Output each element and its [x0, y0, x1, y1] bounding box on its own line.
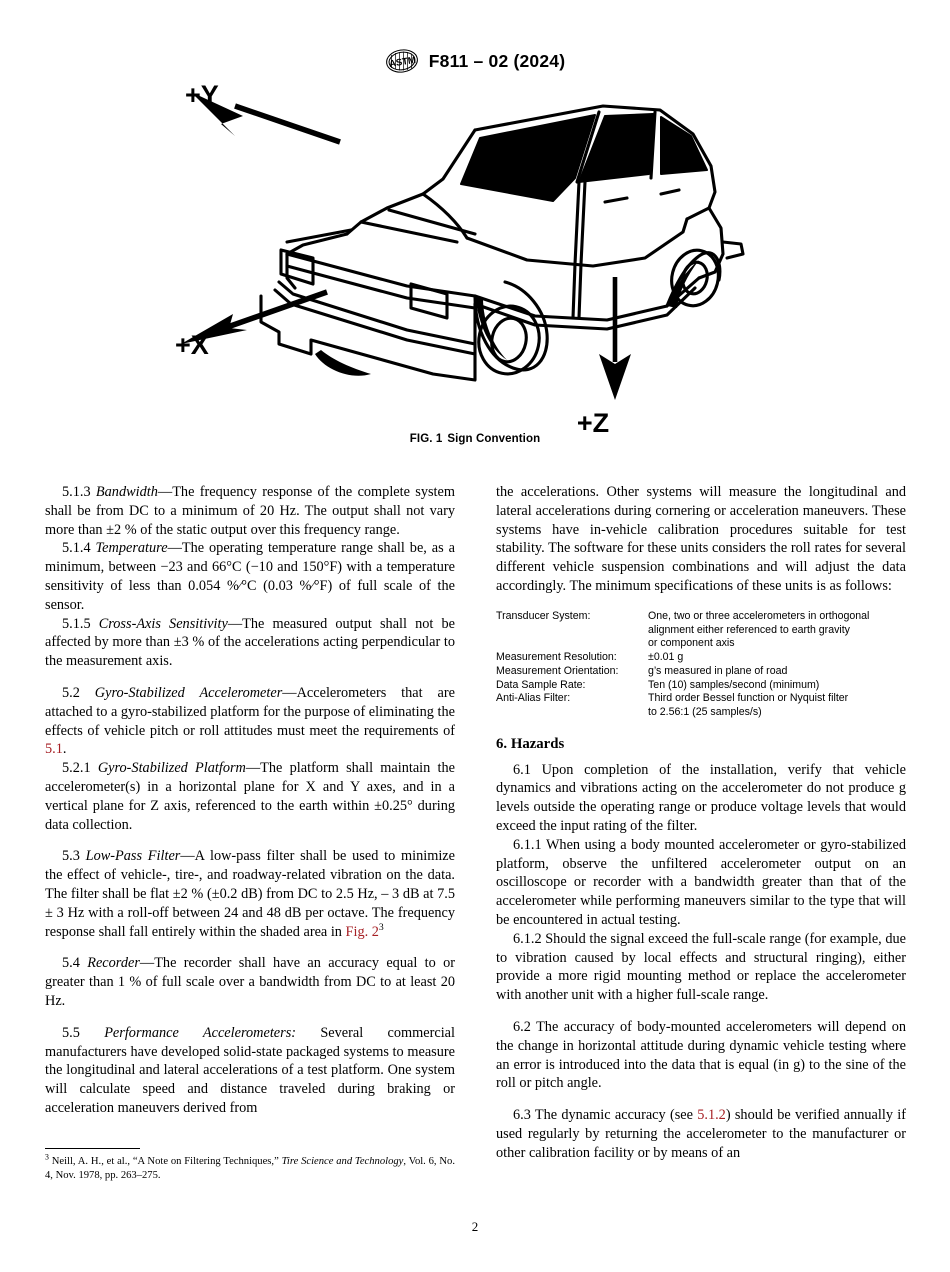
section-number: 6. [496, 735, 508, 752]
cross-reference-link-5-1-2[interactable]: 5.1.2 [697, 1107, 726, 1124]
paragraph-5-2 [45, 684, 455, 759]
paragraph-number: 5.1.3 [62, 484, 91, 500]
paragraph-5-4 [45, 954, 455, 1010]
paragraph-5-1-3 [45, 483, 455, 539]
spec-value-line: One, two or three accelerometers in orthogonal [648, 609, 870, 622]
paragraph-6-2 [496, 1018, 906, 1093]
table-row [496, 692, 906, 720]
paragraph-text-after: ) should be verified annually if used regularly by returning the accelerometer to the manufacturer or other calibration facility or by means of an [496, 1107, 906, 1161]
sign-convention-illustration [175, 82, 775, 432]
paragraph-number: 5.4 [62, 955, 80, 972]
paragraph-number: 6.1.2 [513, 930, 542, 947]
paragraph-number: 5.1.5 [62, 615, 91, 632]
paragraph-number: 5.1.4 [62, 540, 91, 557]
paragraph-text: —The frequency response of the complete system shall be from DC to a minimum of 20 Hz. The output shall not vary more than ±2 % of the static output over this frequency range. [45, 484, 455, 538]
spec-value-line: alignment either referenced to earth gravity [648, 623, 850, 636]
footnote-divider [45, 1148, 140, 1149]
paragraph-text: —A low-pass filter shall be used to minimize the effect of vehicle-, tire-, and roadway-related vibration on the data. The filter shall be flat ±2 % (±0.2 dB) from DC to 2.5 Hz, – 3 dB at 7.5 ± 3 Hz with a roll-off between 24 and 48 dB per octave. The frequency response shall fall entirely within the shaded area in [45, 848, 455, 940]
axis-label-y: +Y [185, 82, 219, 110]
spec-value-line: or component axis [648, 637, 735, 650]
paragraph-6-1-1 [496, 836, 906, 930]
minimum-specifications-table [496, 610, 906, 720]
paragraph-term: Recorder [87, 955, 140, 972]
paragraph-6-1 [496, 761, 906, 836]
body-columns [45, 483, 907, 1203]
left-column [45, 483, 455, 1203]
paragraph-number: 6.3 [513, 1107, 531, 1124]
paragraph-text: —The measured output shall not be affected by more than ±3 % of the accelerations acting perpendicular to the measurement axis. [45, 615, 455, 670]
paragraph-text: Several commercial manufacturers have developed solid-state packaged systems to measure the longitudinal and lateral accelerations of a test platform. One system will calculate speed and distance traveled during braking or acceleration maneuvers derived from [45, 1024, 455, 1116]
spec-value [648, 692, 906, 720]
cross-reference-link-fig-2[interactable]: Fig. 2 [345, 923, 379, 940]
paragraph-text: —The recorder shall have an accuracy equal to or greater than 1 % of full scale over a bandwidth from DC to at least 20 Hz. [45, 955, 455, 1009]
paragraph-number: 6.1.1 [513, 836, 542, 853]
paragraph-term: Gyro-Stabilized Accelerometer [94, 684, 283, 701]
paragraph-5-3 [45, 847, 455, 941]
paragraph-term: Cross-Axis Sensitivity [98, 615, 228, 632]
paragraph-number: 6.1 [513, 761, 531, 778]
spec-key: Measurement Resolution: [496, 651, 617, 664]
paragraph-text: The dynamic accuracy (see [534, 1107, 698, 1124]
paragraph-term: Performance Accelerometers: [104, 1024, 297, 1041]
footnote-text-before: Neill, A. H., et al., “A Note on Filtering Techniques,” [48, 1156, 282, 1167]
spec-value-line: ±0.01 g [648, 651, 684, 664]
figure-caption-number: FIG. 1 [409, 433, 443, 445]
paragraph-term: Low-Pass Filter [85, 848, 181, 865]
footnote-journal-title: Tire Science and Technology [281, 1156, 404, 1167]
figure-1-block [0, 82, 950, 445]
section-title: Hazards [510, 735, 565, 752]
paragraph-5-1-4 [45, 539, 455, 614]
table-row [496, 610, 906, 651]
paragraph-text: Upon completion of the installation, verify that vehicle dynamics and vibrations acting on the accelerometer do not produce g levels outside the operating range or produce voltage levels that would exceed the input rating of the filter. [496, 761, 906, 835]
paragraph-text: When using a body mounted accelerometer or gyro-stabilized platform, observe the unfiltered accelerometer output on an oscilloscope or recorder with a bandwidth greater than that of the accelerometer while performing maneuvers similar to the type that will be encountered in actual testing. [496, 836, 906, 929]
paragraph-text: —The operating temperature range shall be, as a minimum, between −23 and 66°C (−10 and 150°F) with a temperature sensitivity of less than 0.054 %⁄°C (0.03 %⁄°F) of full scale of the sensor. [45, 540, 456, 613]
footnote-block [45, 1148, 455, 1184]
spec-table-body [496, 610, 906, 720]
footnote-marker-3: 3 [378, 921, 384, 933]
axis-label-z: +Z [576, 408, 610, 432]
paragraph-5-5-continued: the accelerations. Other systems will measure the longitudinal and lateral accelerations during cornering or acceleration maneuvers. These systems have in-vehicle calibration procedures suitable for test stability. The software for these units considers the roll rates for several different vehicle suspension combinations and will adjust the data accordingly. The minimum specifications of these units is as follows: [496, 484, 906, 594]
paragraph-5-1-5 [45, 615, 455, 671]
paragraph-6-3 [496, 1106, 906, 1162]
table-row [496, 679, 906, 693]
paragraph-term: Temperature [95, 540, 168, 557]
footnote-text-after: , Vol. 6, No. 4, Nov. 1978, pp. 263–275. [45, 1156, 455, 1182]
paragraph-text: Should the signal exceed the full-scale range (for example, due to vibration caused by local effects and structural ringing), either provide a more rigid mounting method or replace the accelerometer with another unit with a higher full-scale range. [496, 930, 907, 1004]
paragraph-text: —Accelerometers that are attached to a gyro-stabilized platform for the purpose of eliminating the effects of vehicle pitch or roll attitudes must meet the requirements of [45, 684, 455, 739]
spec-key: Anti-Alias Filter: [496, 692, 571, 705]
spec-key: Transducer System: [496, 609, 591, 622]
spec-value [648, 665, 906, 679]
axis-label-x: +X [175, 330, 209, 360]
paragraph-number: 5.2 [62, 684, 80, 701]
spec-value [648, 610, 906, 651]
paragraph-text: The accuracy of body-mounted accelerometers will depend on the change in horizontal attitude during dynamic vehicle testing where an error is introduced into the data that is equal (in g) to the sine of the roll or pitch angle. [496, 1019, 906, 1092]
section-heading-6 [496, 736, 906, 754]
paragraph-term: Bandwidth [95, 484, 158, 500]
paragraph-term: Gyro-Stabilized Platform [97, 760, 246, 777]
table-row [496, 651, 906, 665]
spec-key: Data Sample Rate: [496, 678, 586, 691]
spec-value [648, 679, 906, 693]
spec-key: Measurement Orientation: [496, 664, 619, 677]
figure-caption-title: Sign Convention [447, 433, 541, 445]
spec-value-line: to 2.56:1 (25 samples/s) [648, 706, 762, 719]
spec-value-line: g’s measured in plane of road [648, 664, 788, 677]
standard-designation: F811 – 02 (2024) [428, 50, 566, 71]
paragraph-5-5 [45, 1024, 455, 1118]
paragraph-6-1-2 [496, 930, 906, 1005]
paragraph-number: 5.2.1 [62, 760, 91, 777]
spec-value-line: Third order Bessel function or Nyquist filter [648, 692, 849, 705]
car-illustration [261, 106, 743, 380]
right-column [496, 483, 906, 1203]
svg-text:ASTM: ASTM [388, 54, 417, 70]
spec-value [648, 651, 906, 665]
spec-value-line: Ten (10) samples/second (minimum) [648, 678, 820, 691]
cross-reference-link-5-1[interactable]: 5.1 [45, 741, 63, 758]
figure-caption [0, 433, 950, 445]
footnote-3 [45, 1152, 455, 1184]
axis-arrow-z [599, 277, 631, 400]
paragraph-5-2-1 [45, 759, 455, 834]
paragraph-number: 5.3 [62, 848, 80, 865]
astm-logo-icon [385, 46, 419, 76]
footnote-number: 3 [45, 1152, 49, 1162]
paragraph-text-after: . [62, 741, 67, 758]
page-header [0, 46, 950, 76]
paragraph-number: 5.5 [62, 1024, 80, 1041]
paragraph-text: —The platform shall maintain the accelerometer(s) in a horizontal plane for X and Y axes, and in a vertical plane for Z axis, referenced to the earth within ±0.25° during data collection. [45, 760, 455, 833]
paragraph-number: 6.2 [513, 1019, 531, 1036]
table-row [496, 665, 906, 679]
page-number: 2 [471, 1219, 479, 1234]
